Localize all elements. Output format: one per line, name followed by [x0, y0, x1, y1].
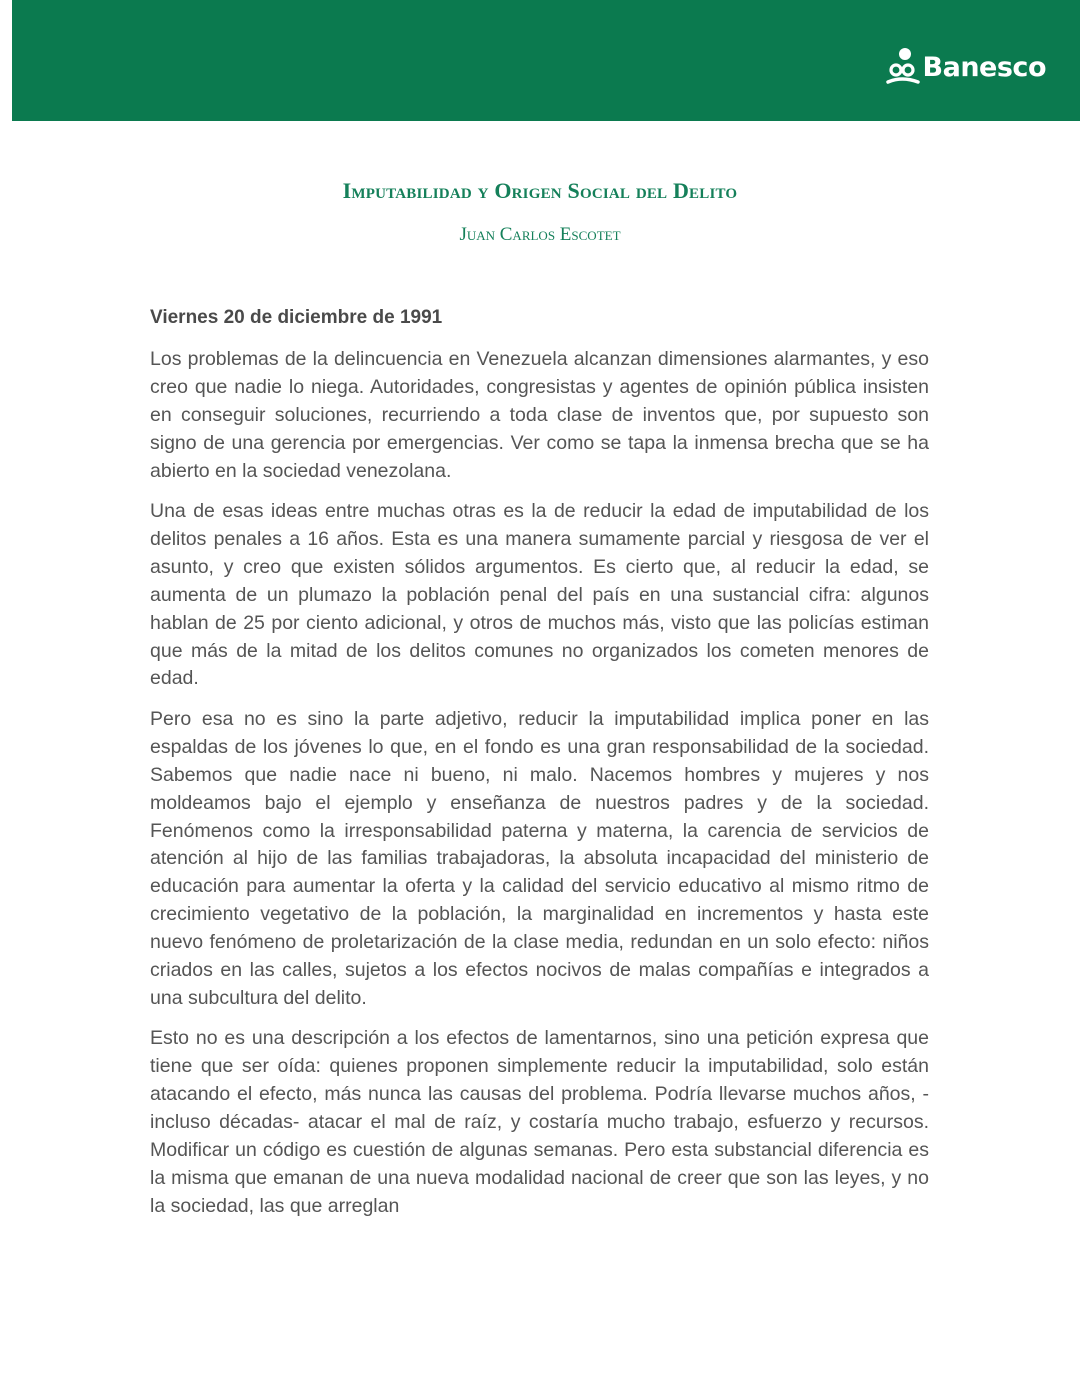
- article-date: Viernes 20 de diciembre de 1991: [150, 307, 443, 328]
- paragraph-3: Pero esa no es sino la parte adjetivo, reducir la imputabilidad implica poner en las espaldas de los jóvenes lo que, en el fondo es una gran responsabilidad de la sociedad. Sabemos que nadie nace ni bueno, ni malo. Nacemos hombres y mujeres y nos moldeamos bajo el ejemplo y enseñanza de nuestros padres y de la sociedad. Fenómenos como la irresponsabilidad paterna y materna, la carencia de servicios de atención al hijo de las familias trabajadoras, la absoluta incapacidad del ministerio de educación para aumentar la oferta y la calidad del servicio educativo al mismo ritmo de crecimiento vegetativo de la población, la marginalidad en incrementos y hasta este nuevo fenómeno de proletarización de la clase media, redundan en un solo efecto: niños criados en las calles, sujetos a los efectos nocivos de malas compañías e integrados a una subcultura del delito.: [150, 707, 929, 1009]
- document-author: Juan Carlos Escotet: [459, 224, 621, 245]
- document-title: Imputabilidad y Origen Social del Delito: [342, 178, 738, 203]
- paragraph-4: Esto no es una descripción a los efectos de lamentarnos, sino una petición expresa que tiene que ser oída: quienes proponen simplemente reducir la imputabilidad, solo están atacando el efecto, más nunca las causas del problema. Podría llevarse muchos años, -incluso décadas- atacar el mal de raíz, y costaría mucho trabajo, esfuerzo y recursos. Modificar un código es cuestión de algunas semanas. Pero esta substancial diferencia es la misma que emanan de una nueva modalidad nacional de creer que son las leyes, y no la sociedad, las que arreglan: [150, 1027, 929, 1217]
- paragraph-1: Los problemas de la delincuencia en Venezuela alcanzan dimensiones alarmantes, y eso creo que nadie lo niega. Autoridades, congresistas y agentes de opinión pública insisten en conseguir soluciones, recurriendo a toda clase de inventos que, por supuesto son signo de una gerencia por emergencias. Ver como se tapa la inmensa brecha que se ha abierto en la sociedad venezolana.: [150, 348, 929, 482]
- header-band: [12, 0, 1080, 121]
- paragraph-2: Una de esas ideas entre muchas otras es la de reducir la edad de imputabilidad de los delitos penales a 16 años. Esta es una manera sumamente parcial y riesgosa de ver el asunto, y creo que existen sólidos argumentos. Es cierto que, al reducir la edad, se aumenta de un plumazo la población penal del país en una sustancial cifra: algunos hablan de 25 por ciento adicional, y otros de muchos más, visto que las policías estiman que más de la mitad de los delitos comunes no organizados los cometen menores de edad.: [150, 500, 929, 690]
- brand-name: Banesco: [922, 51, 1046, 83]
- banesco-people-icon: [885, 46, 921, 88]
- article-body: [150, 304, 929, 1233]
- banesco-logo: [885, 46, 1046, 88]
